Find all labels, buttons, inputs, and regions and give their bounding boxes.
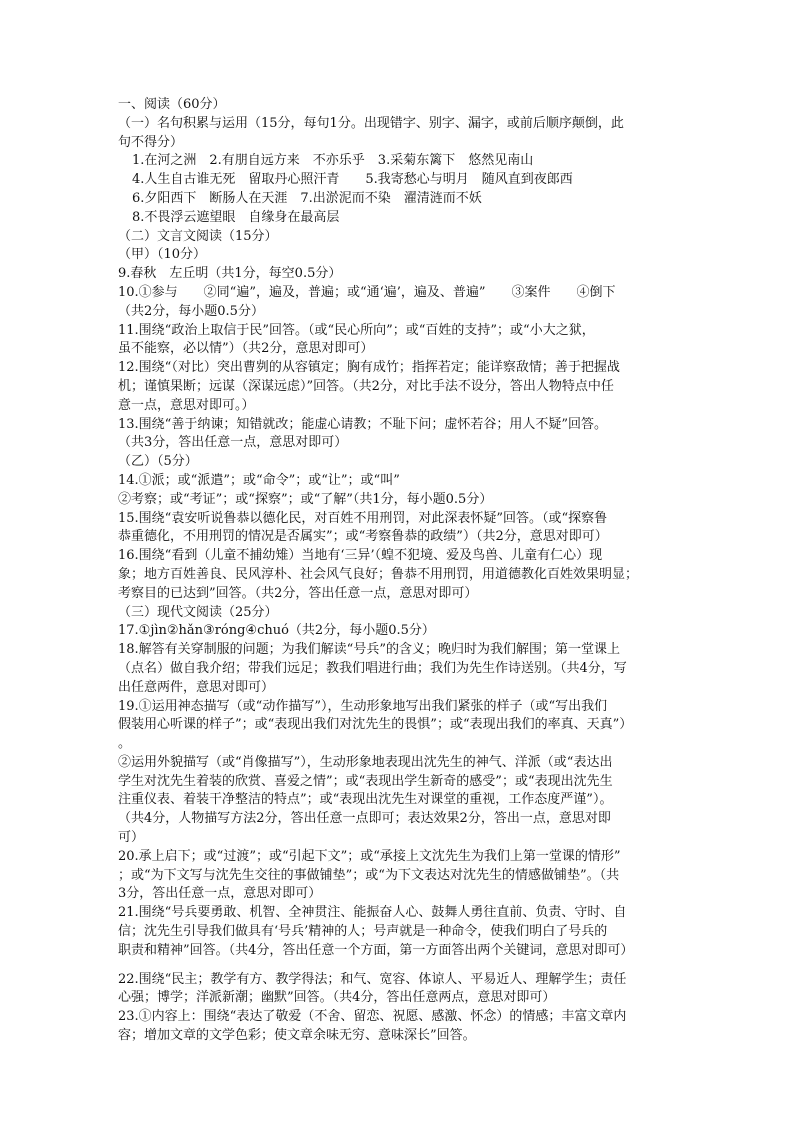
answer-line: ②运用外貌描写（或“肖像描写”），生动形象地表现出沈先生的神气、洋派（或“表达出 bbox=[118, 754, 613, 770]
text-line: （点名）做自我介绍；带我们远足；教我们唱进行曲；我们为先生作诗送别。（共4分，写 bbox=[118, 660, 627, 676]
text-line: （共4分，人物描写方法2分，答出任意一点即可；表达效果2分，答出一点，意思对即 bbox=[118, 811, 611, 827]
answer-line: 17.①jìn②hǎn③róng④chuó（共2分，每小题0.5分） bbox=[118, 623, 435, 639]
text-line: （共2分，每小题0.5分） bbox=[118, 303, 264, 319]
answer-line: 16.围绕“看到（儿童不捕幼雉）当地有‘三异’（蝗不犯境、爱及鸟兽、儿童有仁心）现 bbox=[118, 548, 603, 564]
text-line: 心强；博学；洋派新潮；幽默”回答。（共4分，答出任意两点，意思对即可） bbox=[118, 990, 556, 1006]
answer-line: 1.在河之洲 2.有朋自远方来 不亦乐乎 3.采菊东篱下 悠然见南山 bbox=[132, 153, 534, 169]
answer-line: 14.①派；或“派遣”；或“命令”；或“让”；或“叫” bbox=[118, 472, 400, 488]
subsection-heading: （乙）（5分） bbox=[118, 454, 198, 470]
answer-line: 19.①运用神态描写（或“动作描写”），生动形象地写出我们紧张的样子（或“写出我们 bbox=[118, 698, 608, 714]
text-line: 虽不能察，必以情”）（共2分，意思对即可） bbox=[118, 341, 374, 357]
text-line: 学生对沈先生着装的欣赏、喜爱之情”；或“表现出学生新奇的感受”；或“表现出沈先生 bbox=[118, 773, 613, 789]
text-line: 。 bbox=[118, 736, 132, 752]
text-line: 可） bbox=[118, 830, 145, 846]
subsection-heading: （一）名句积累与运用（15分，每句1分。出现错字、别字、漏字，或前后顺序颠倒，此 bbox=[118, 115, 624, 131]
answer-line: 8.不畏浮云遮望眼 自缘身在最高层 bbox=[132, 209, 340, 225]
answer-line: 23.①内容上：围绕“表达了敬爱（不舍、留恋、祝愿、感激、怀念）的情感；丰富文章内 bbox=[118, 1009, 627, 1025]
answer-line: 10.①参与 ②同“遍”，遍及，普遍；或“通‘遍’，遍及、普遍” ③案件 ④倒下 bbox=[118, 284, 616, 300]
blank-line bbox=[118, 961, 688, 971]
answer-document bbox=[118, 96, 688, 1046]
text-line: ；或“为下文写与沈先生交往的事做铺垫”；或“为下文表达对沈先生的情感做铺垫”。（共 bbox=[118, 867, 620, 883]
answer-line: 22.围绕“民主；教学有方、教学得法；和气、宽容、体谅人、平易近人、理解学生；责任 bbox=[118, 971, 627, 987]
text-line: 考察目的已达到”回答。（共2分，答出任意一点，意思对即可） bbox=[118, 585, 478, 601]
answer-line: 4.人生自古谁无死 留取丹心照汗青 5.我寄愁心与明月 随风直到夜郎西 bbox=[132, 172, 573, 188]
answer-line: 11.围绕“政治上取信于民”回答。（或“民心所向”；或“百姓的支持”；或“小大之狱， bbox=[118, 322, 595, 338]
text-line: 容；增加文章的文学色彩；使文章余味无穷、意味深长”回答。 bbox=[118, 1028, 476, 1044]
answer-line: 21.围绕“号兵要勇敢、机智、全神贯注、能振奋人心、鼓舞人勇往直前、负责、守时、自 bbox=[118, 905, 627, 921]
text-line: 出任意两件，意思对即可） bbox=[118, 679, 275, 695]
answer-line: 13.围绕“善于纳谏；知错就改；能虚心请教；不耻下问；虚怀若谷；用人不疑”回答。 bbox=[118, 416, 607, 432]
text-line: 机；谨慎果断；远谋（深谋远虑）”回答。（共2分，对比手法不设分，答出人物特点中任 bbox=[118, 378, 614, 394]
answer-line: 6.夕阳西下 断肠人在天涯 7.出淤泥而不染 濯清涟而不妖 bbox=[132, 190, 482, 206]
answer-line: 9.春秋 左丘明（共1分，每空0.5分） bbox=[118, 266, 342, 282]
subsection-heading: （二）文言文阅读（15分） bbox=[118, 228, 278, 244]
text-line: 注重仪表、着装干净整洁的特点”；或“表现出沈先生对课堂的重视，工作态度严谨”）。 bbox=[118, 792, 613, 808]
text-line: 职责和精神”回答。（共4分，答出任意一个方面，第一方面答出两个关键词，意思对即可） bbox=[118, 942, 634, 958]
answer-line: 18.解答有关穿制服的问题；为我们解读“号兵”的含义；晚归时为我们解围；第一堂课上 bbox=[118, 642, 620, 658]
answer-line: 12.围绕“（对比）突出曹刿的从容镇定；胸有成竹；指挥若定；能详察敌情；善于把握战 bbox=[118, 360, 620, 376]
answer-line: 15.围绕“袁安听说鲁恭以德化民，对百姓不用刑罚，对此深表怀疑”回答。（或“探察鲁 bbox=[118, 510, 608, 526]
subsection-heading: （三）现代文阅读（25分） bbox=[118, 604, 278, 620]
text-line: 意一点，意思对即可。） bbox=[118, 397, 255, 413]
text-line: （共3分，答出任意一点，意思对即可） bbox=[118, 435, 348, 451]
text-line: 假装用心听课的样子”；或“表现出我们对沈先生的畏惧”；或“表现出我们的率真、天真”） bbox=[118, 717, 633, 733]
subsection-heading: （甲）（10分） bbox=[118, 247, 207, 263]
answer-line: 20.承上启下；或“过渡”；或“引起下文”；或“承接上文沈先生为我们上第一堂课的情形” bbox=[118, 848, 621, 864]
text-line: ②考察；或“考证”；或“探察”；或“了解”（共1分，每小题0.5分） bbox=[118, 491, 493, 507]
text-line: 句不得分） bbox=[118, 134, 184, 150]
section-heading: 一、阅读（60分） bbox=[118, 97, 226, 112]
text-line: 恭重德化，不用刑罚的情况是否属实”；或“考察鲁恭的政绩”）（共2分，意思对即可） bbox=[118, 529, 608, 545]
text-line: 信；沈先生引导我们做具有‘号兵’精神的人；号声就是一种命令，使我们明白了号兵的 bbox=[118, 924, 608, 940]
text-line: 象；地方百姓善良、民风淳朴、社会风气良好；鲁恭不用刑罚，用道德教化百姓效果明显； bbox=[118, 566, 639, 582]
text-line: 3分，答出任意一点，意思对即可） bbox=[118, 886, 322, 902]
